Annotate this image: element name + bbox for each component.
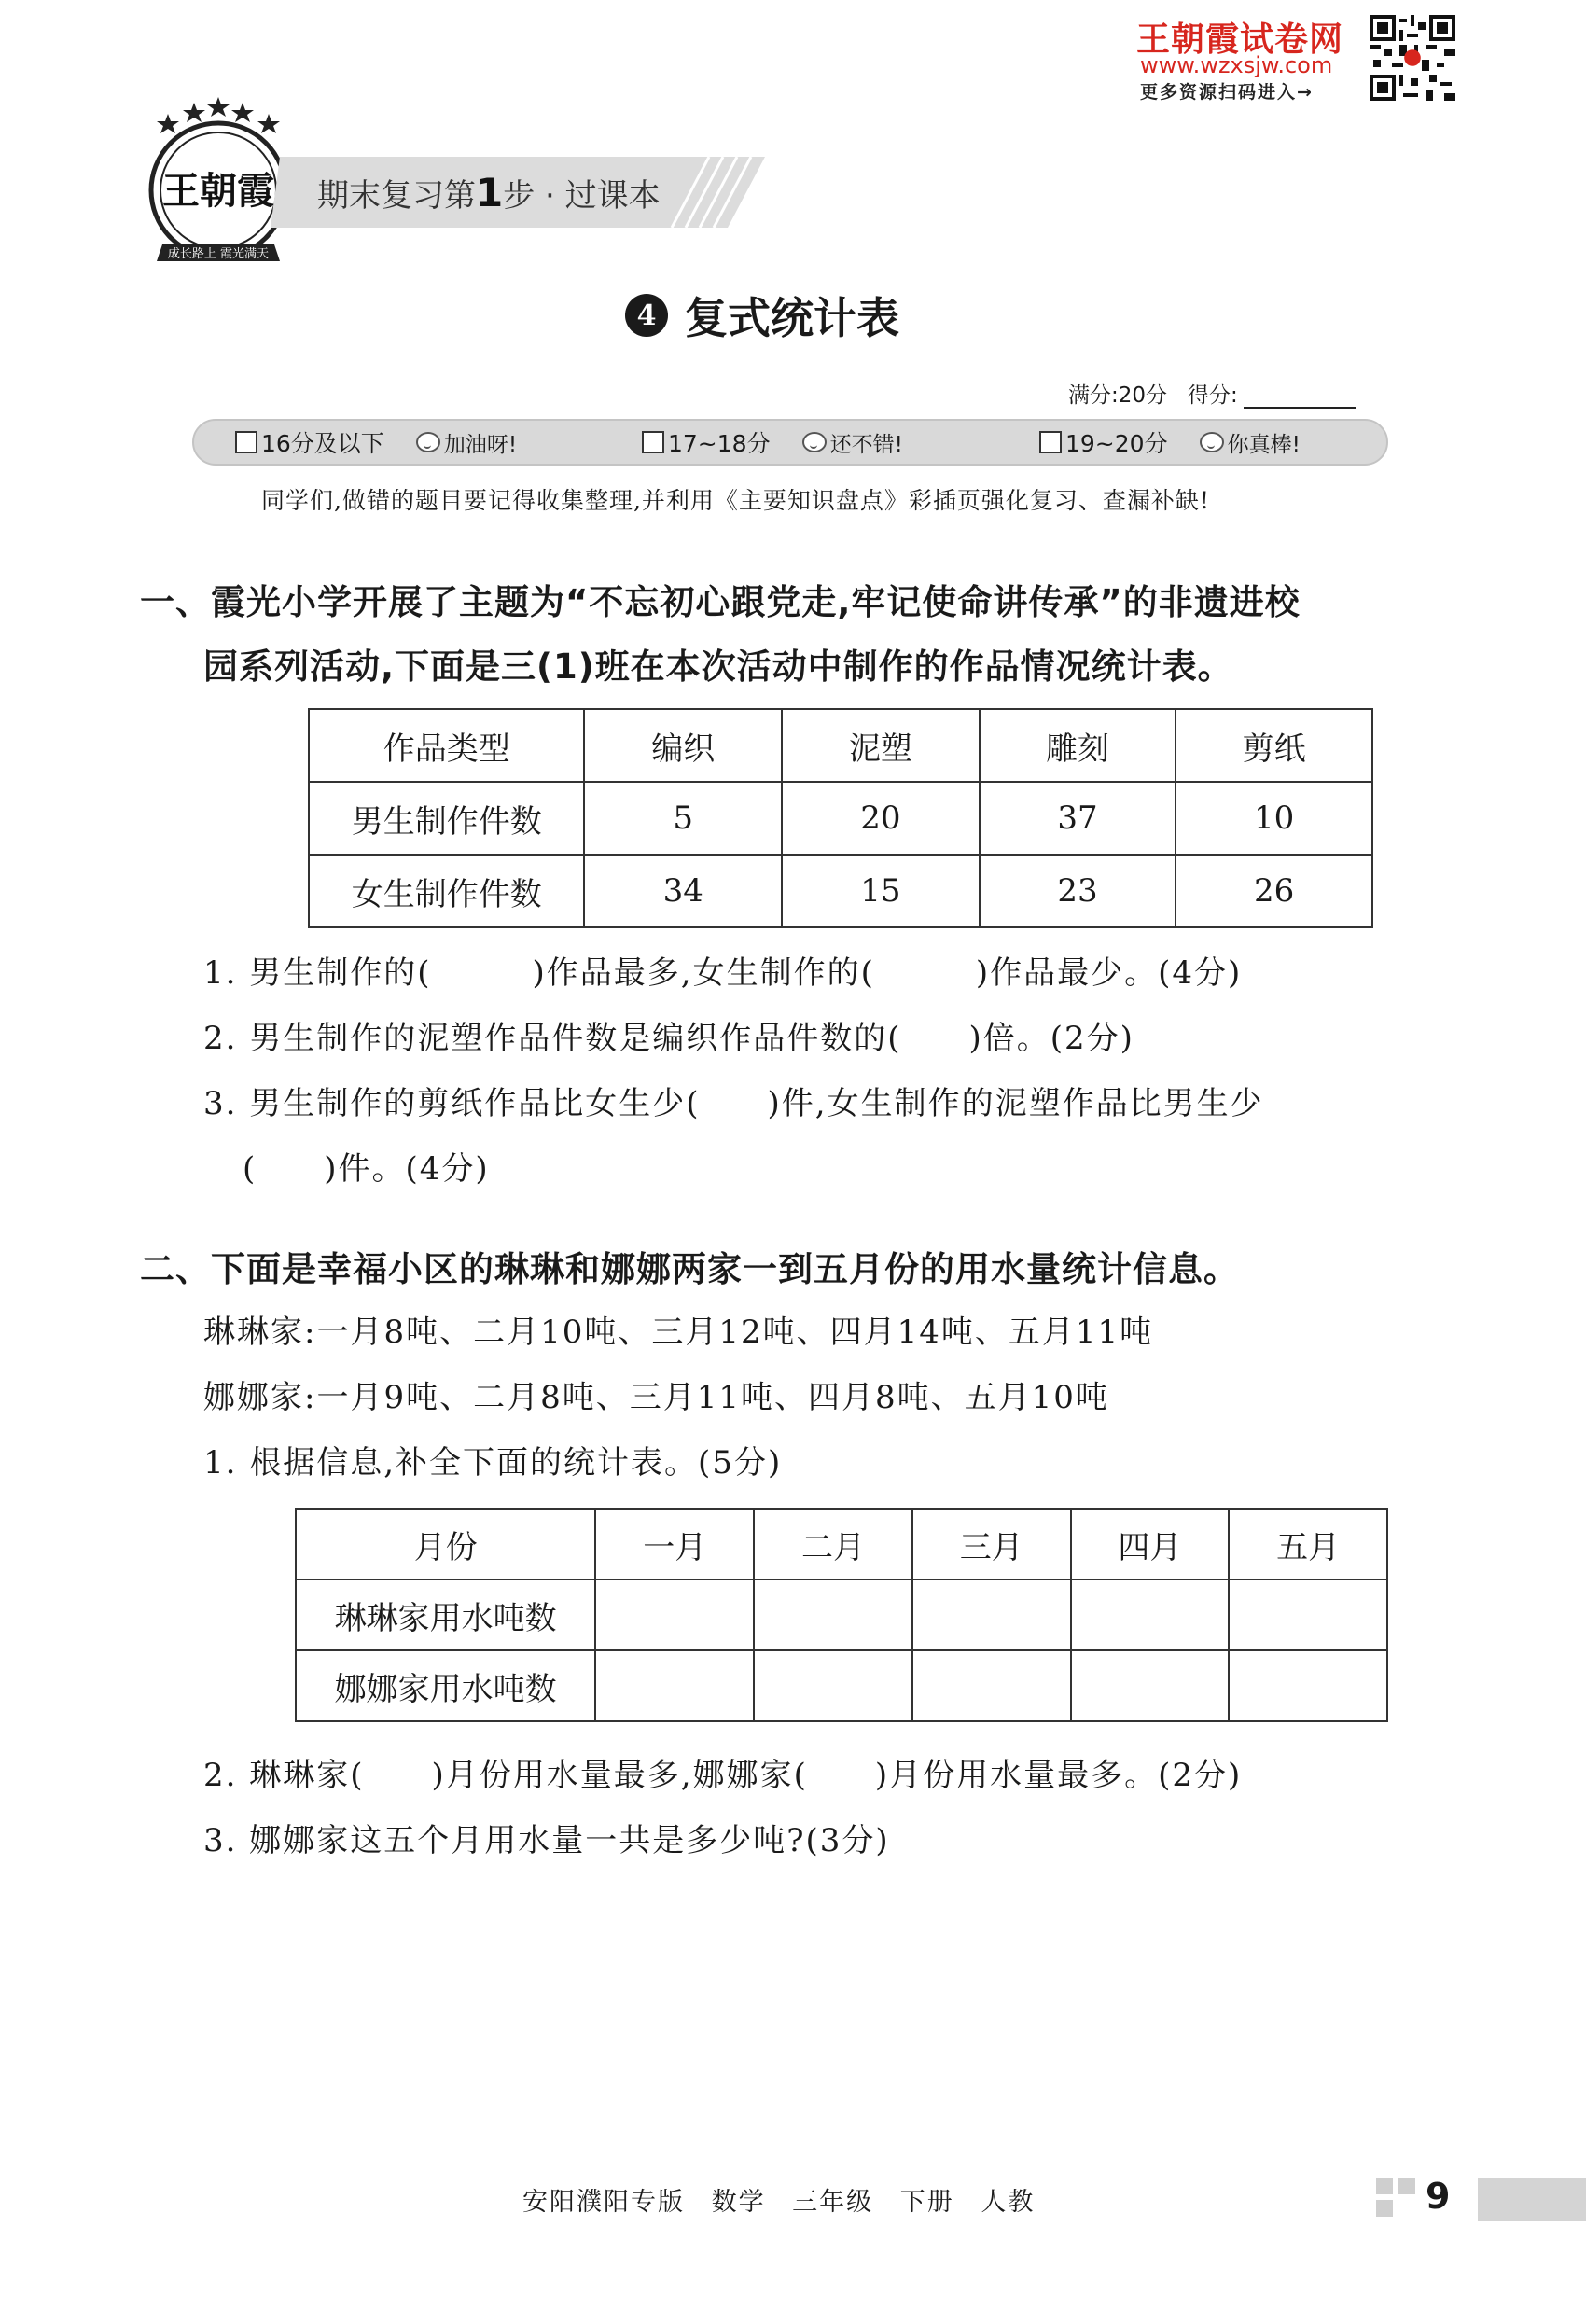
table-row: [309, 782, 1372, 855]
table-row: [296, 1650, 1387, 1721]
q1-heading-line1: 一、霞光小学开展了主题为“不忘初心跟党走,牢记使命讲传承”的非遗进校: [140, 582, 1301, 622]
study-tip: 同学们,做错的题目要记得收集整理,并利用《主要知识盘点》彩插页强化复习、查漏补缺!: [261, 487, 1210, 514]
q2-item2: 2. 琳琳家( )月份用水量最多,娜娜家( )月份用水量最多。(2分): [203, 1757, 1243, 1794]
table-row: [309, 855, 1372, 927]
answer-cell[interactable]: [595, 1650, 754, 1721]
grade-range: 16分及以下: [261, 430, 384, 457]
table-header-row: [296, 1509, 1387, 1579]
table-cell: 10: [1176, 782, 1372, 855]
table-cell: 女生制作件数: [309, 855, 584, 927]
grade-high: [1039, 427, 1301, 457]
table-cell: 26: [1176, 855, 1372, 927]
full-score: 满分:20分: [1068, 383, 1168, 408]
grade-checkbox[interactable]: [1039, 431, 1062, 453]
face-icon: [1200, 432, 1224, 452]
table-cell: 五月: [1229, 1509, 1387, 1579]
face-icon: [416, 432, 440, 452]
grade-mid: [642, 427, 903, 457]
logo-text: 王朝霞: [162, 169, 274, 213]
section-title: [625, 287, 899, 343]
table-cell: 月份: [296, 1509, 595, 1579]
answer-cell[interactable]: [1071, 1650, 1230, 1721]
grade-bar: [192, 419, 1388, 466]
q2-item3: 3. 娜娜家这五个月用水量一共是多少吨?(3分): [203, 1822, 890, 1859]
grade-low: [235, 427, 517, 457]
table-cell: 三月: [912, 1509, 1071, 1579]
table-cell: 琳琳家用水吨数: [296, 1579, 595, 1650]
answer-cell[interactable]: [595, 1579, 754, 1650]
table-cell: 剪纸: [1176, 709, 1372, 782]
grade-message: 还不错!: [829, 432, 903, 457]
logo-motto: 成长路上 霞光满天: [167, 247, 270, 261]
table-cell: 泥塑: [782, 709, 980, 782]
brand-cta: 更多资源扫码进入→: [1140, 82, 1314, 103]
table-cell: 编织: [584, 709, 782, 782]
section-number: 4: [625, 294, 668, 337]
brand-url[interactable]: www.wzxsjw.com: [1140, 52, 1333, 78]
grade-message: 你真棒!: [1227, 432, 1301, 457]
q1-item3: 3. 男生制作的剪纸作品比女生少( )件,女生制作的泥塑作品比男生少: [203, 1085, 1264, 1122]
table-cell: 37: [980, 782, 1176, 855]
answer-cell[interactable]: [912, 1579, 1071, 1650]
page-number: 9: [1426, 2176, 1451, 2217]
table-cell: 作品类型: [309, 709, 584, 782]
footer-text: 安阳濮阳专版 数学 三年级 下册 人教: [522, 2188, 1036, 2217]
score-line: [1068, 378, 1356, 409]
face-icon: [802, 432, 827, 452]
answer-cell[interactable]: [1229, 1650, 1387, 1721]
table-header-row: [309, 709, 1372, 782]
page-tab: [1478, 2178, 1586, 2221]
table-cell: 四月: [1071, 1509, 1230, 1579]
q2-heading: 二、下面是幸福小区的琳琳和娜娜两家一到五月份的用水量统计信息。: [140, 1249, 1239, 1289]
answer-cell[interactable]: [754, 1579, 912, 1650]
q1-item2: 2. 男生制作的泥塑作品件数是编织作品件数的( )倍。(2分): [203, 1020, 1134, 1057]
q2-item1: 1. 根据信息,补全下面的统计表。(5分): [203, 1444, 783, 1482]
q1-heading-line2: 园系列活动,下面是三(1)班在本次活动中制作的作品情况统计表。: [203, 647, 1233, 687]
q2-table: [295, 1508, 1388, 1722]
grade-range: 19~20分: [1065, 430, 1168, 457]
table-cell: 20: [782, 782, 980, 855]
page-corner-icon: [1376, 2178, 1417, 2219]
score-label: 得分:: [1187, 383, 1238, 408]
qr-code-icon[interactable]: [1370, 15, 1455, 101]
grade-checkbox[interactable]: [235, 431, 257, 453]
table-cell: 15: [782, 855, 980, 927]
table-row: [296, 1579, 1387, 1650]
q1-table: [308, 708, 1373, 928]
grade-checkbox[interactable]: [642, 431, 664, 453]
page-title: 复式统计表: [685, 293, 899, 343]
score-blank[interactable]: [1244, 384, 1356, 409]
answer-cell[interactable]: [912, 1650, 1071, 1721]
table-cell: 二月: [754, 1509, 912, 1579]
table-cell: 一月: [595, 1509, 754, 1579]
q1-item1: 1. 男生制作的( )作品最多,女生制作的( )作品最少。(4分): [203, 954, 1243, 992]
table-cell: 23: [980, 855, 1176, 927]
table-cell: 雕刻: [980, 709, 1176, 782]
q2-info-nana: 娜娜家:一月9吨、二月8吨、三月11吨、四月8吨、五月10吨: [203, 1379, 1109, 1416]
q2-info-linlin: 琳琳家:一月8吨、二月10吨、三月12吨、四月14吨、五月11吨: [203, 1314, 1154, 1351]
answer-cell[interactable]: [1071, 1579, 1230, 1650]
table-cell: 5: [584, 782, 782, 855]
grade-range: 17~18分: [668, 430, 771, 457]
brand-name: 王朝霞试卷网: [1136, 21, 1344, 59]
answer-cell[interactable]: [1229, 1579, 1387, 1650]
q1-item3-cont: ( )件。(4分): [243, 1150, 490, 1188]
answer-cell[interactable]: [754, 1650, 912, 1721]
grade-message: 加油呀!: [443, 432, 518, 457]
table-cell: 34: [584, 855, 782, 927]
table-cell: 男生制作件数: [309, 782, 584, 855]
table-cell: 娜娜家用水吨数: [296, 1650, 595, 1721]
banner-text: 期末复习第1步 · 过课本: [317, 170, 661, 216]
